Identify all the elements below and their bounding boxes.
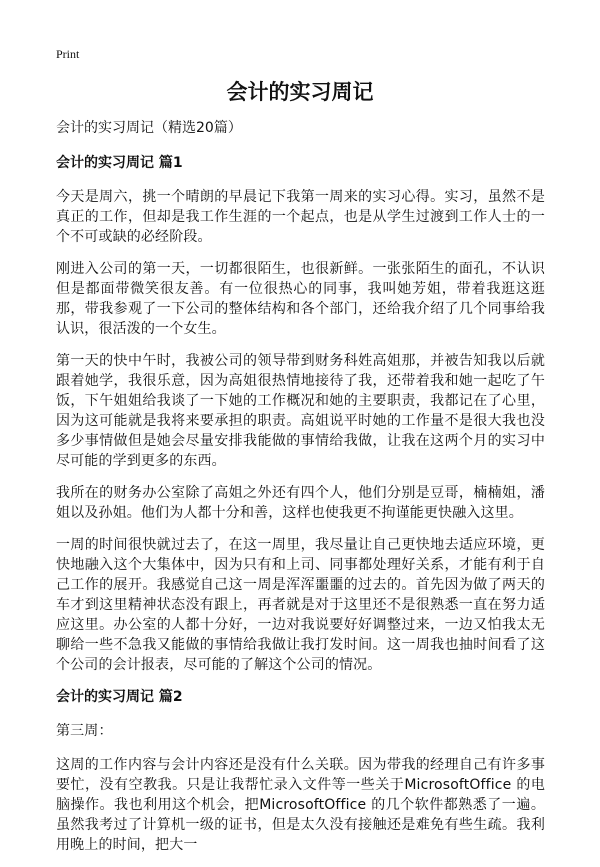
paragraph: 一周的时间很快就过去了，在这一周里，我尽量让自己更快地去适应环境，更快地融入这个大集体中，因为只有和上司、同事都处理好关系，才能有利于自己工作的展开。我感觉自己这一周是浑浑噩噩的过去的。首先因为做了两天的车才到这里精神状态没有跟上，再者就是对于这里还不是很熟悉一直在努力适应这里。办公室的人都十分好，一边对我说要好好调整过来，一边又怕我太无聊给一些不急我又能做的事情给我做让我打发时间。这一周我也抽时间看了这个公司的会计报表，尽可能的了解这个公司的情况。 xyxy=(56,537,545,673)
paragraph: 第一天的快中午时，我被公司的领导带到财务科姓高姐那，并被告知我以后就跟着她学，我很乐意，因为高姐很热情地接待了我，还带着我和她一起吃了午饭，下午姐姐给我谈了一下她的工作概况和她的主要职责，我都记在了心里，因为这可能就是我将来要承担的职责。高姐说平时她的工作量不是很大我也没多少事情做但是她会尽量安排我能做的事情给我做，让我在这两个月的实习中尽可能的学到更多的东西。 xyxy=(56,353,545,469)
paragraph: 我所在的财务办公室除了高姐之外还有四个人，他们分别是豆哥，楠楠姐，潘姐以及孙姐。他们为人都十分和善，这样也使我更不拘谨能更快融入这里。 xyxy=(56,485,545,521)
paragraph: 刚进入公司的第一天，一切都很陌生，也很新鲜。一张张陌生的面孔，不认识但是都面带微笑很友善。有一位很热心的同事，我叫她芳姐，带着我逛这逛那，带我参观了一下公司的整体结构和各个部门，还给我介绍了几个同事给我认识，很活泼的一个女生。 xyxy=(56,261,545,337)
section-heading-2: 会计的实习周记 篇2 xyxy=(56,689,183,705)
document-subtitle: 会计的实习周记（精选20篇） xyxy=(56,120,242,136)
paragraph: 这周的工作内容与会计内容还是没有什么关联。因为带我的经理自己有许多事要忙，没有空教我。只是让我帮忙录入文件等一些关于MicrosoftOffice 的电脑操作。我也利用这个机会，把MicrosoftOffice 的几个软件都熟悉了一遍。虽然我考过了计算机一级的证书，但是太久没有接触还是难免有些生疏。我利用晚上的时间，把大一 xyxy=(56,757,545,853)
paragraph: 今天是周六，挑一个晴朗的早晨记下我第一周来的实习心得。实习，虽然不是真正的工作，但却是我工作生涯的一个起点，也是从学生过渡到工作人士的一个不可或缺的必经阶段。 xyxy=(56,189,545,245)
section-heading-1: 会计的实习周记 篇1 xyxy=(56,155,183,171)
document-body xyxy=(56,118,545,867)
print-label: Print xyxy=(56,47,80,61)
document-title: 会计的实习周记 xyxy=(226,80,374,104)
paragraph: 第三周： xyxy=(56,723,113,739)
